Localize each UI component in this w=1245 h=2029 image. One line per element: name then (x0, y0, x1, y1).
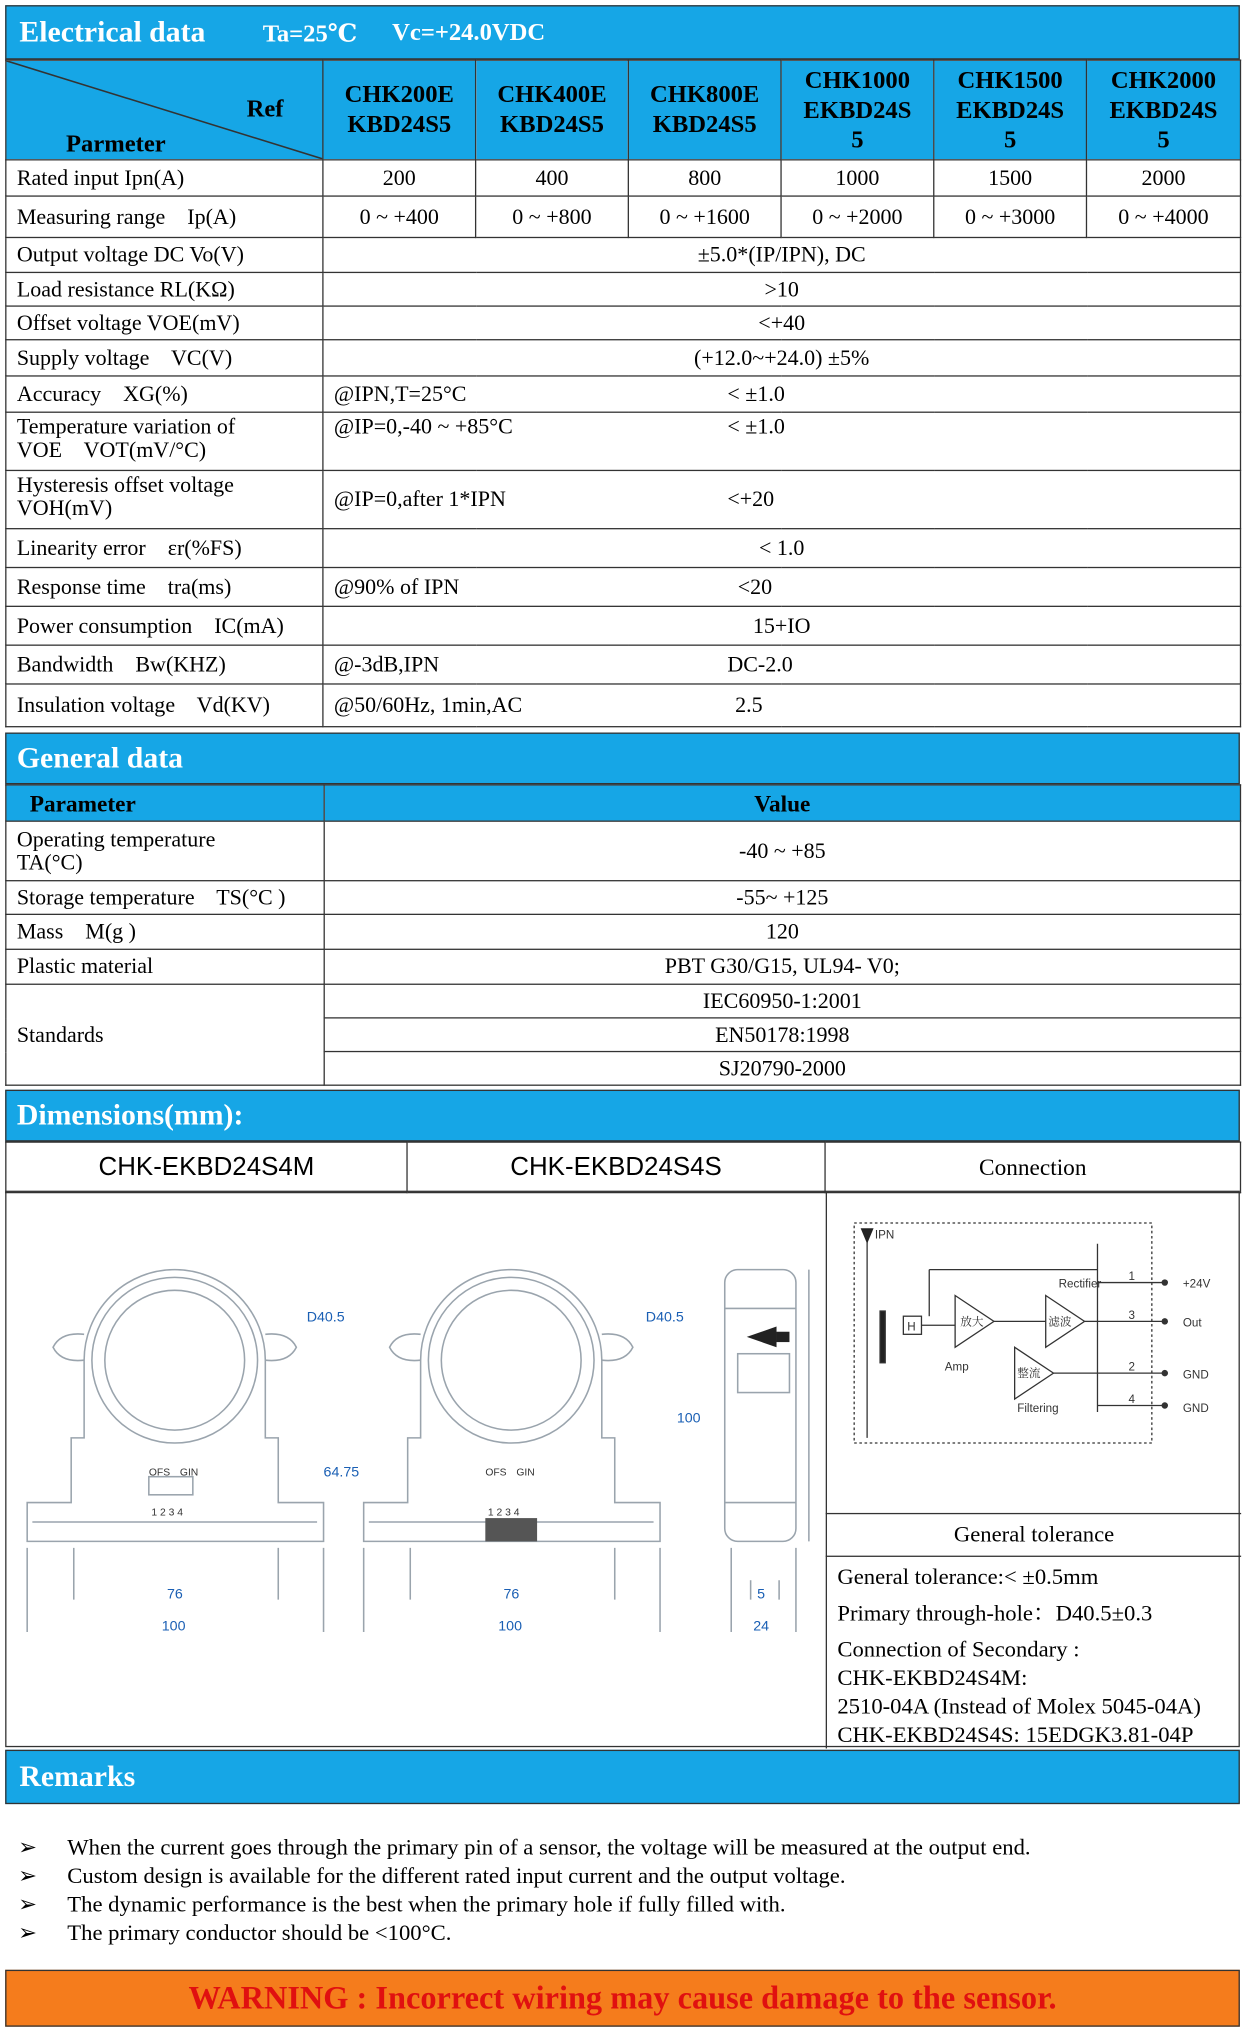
svg-text:3: 3 (1128, 1308, 1136, 1322)
ambient-temp: Ta=25℃ (262, 20, 358, 48)
diameter-label-1: D40.5 (306, 1309, 345, 1326)
general-title: General data (16, 741, 184, 774)
dimensions-panel (5, 1191, 1240, 1748)
width-100-label-1: 100 (161, 1618, 186, 1635)
connection-header: Connection (825, 1142, 1240, 1192)
mechanical-drawing (6, 1192, 825, 1749)
general-header-row: Parameter Value (6, 785, 1241, 821)
model-col-6: CHK2000 EKBD24S 5 (1086, 60, 1240, 160)
svg-text:Out: Out (1182, 1316, 1202, 1330)
warning-banner: WARNING : Incorrect wiring may cause damage to the sensor. (5, 1970, 1240, 2027)
dimensions-header (5, 1090, 1240, 1142)
standards-row: SJ20790-2000 (6, 1052, 1241, 1086)
general-row: Plastic material PBT G30/G15, UL94- V0; (6, 949, 1241, 984)
svg-text:1 2 3 4: 1 2 3 4 (151, 1507, 184, 1519)
ref-label: Ref (246, 95, 284, 123)
svg-text:GIN: GIN (516, 1467, 535, 1479)
model-col-2: CHK400E KBD24S5 (476, 60, 629, 160)
svg-text:IPN: IPN (874, 1228, 895, 1242)
model-col-3: CHK800E KBD24S5 (628, 60, 781, 160)
spec-row: Response time tra(ms) @90% of IPN <20 (6, 568, 1241, 607)
model-header-row (6, 60, 1241, 160)
width-24-label: 24 (753, 1618, 770, 1635)
temp-variation-row: Temperature variation of VOE VOT(mV/°C) @IP=0,-40 ~ +85°C < ±1.0 (6, 412, 1241, 470)
svg-text:OFS: OFS (485, 1467, 507, 1479)
svg-text:放大: 放大 (960, 1315, 984, 1329)
svg-text:H: H (907, 1320, 916, 1334)
ref-param-cell (6, 60, 323, 160)
width-5-label: 5 (757, 1586, 766, 1603)
list-item: ➢ Custom design is available for the different rated input current and the output voltage. (18, 1862, 846, 1889)
row-label: Measuring range Ip(A) (6, 196, 323, 237)
model-col-1: CHK200E KBD24S5 (323, 60, 476, 160)
list-item: ➢ When the current goes through the primary pin of a sensor, the voltage will be measured at the output end. (18, 1833, 1031, 1860)
svg-text:2: 2 (1128, 1360, 1136, 1374)
list-item: ➢ The dynamic performance is the best when the primary hole if fully filled with. (18, 1890, 786, 1917)
svg-text:滤波: 滤波 (1048, 1315, 1072, 1329)
electrical-table (5, 60, 1241, 728)
param-label: Parmeter (66, 130, 166, 158)
model-4s-header: CHK-EKBD24S4S (407, 1142, 825, 1192)
operating-temp-row: Operating temperature TA(°C) -40 ~ +85 (6, 821, 1241, 881)
spec-row: Accuracy XG(%) @IPN,T=25°C < ±1.0 (6, 376, 1241, 412)
svg-text:GND: GND (1182, 1368, 1209, 1382)
width-100-label-2: 100 (498, 1618, 523, 1635)
list-item: ➢ The primary conductor should be <100°C. (18, 1919, 452, 1946)
height-label: 64.75 (323, 1464, 360, 1481)
row-label: Rated input Ipn(A) (6, 160, 323, 196)
svg-text:Rectifier: Rectifier (1058, 1277, 1102, 1291)
dimensions-column-headers (5, 1141, 1241, 1193)
electrical-header (5, 5, 1240, 59)
supply-voltage-note: Vc=+24.0VDC (392, 19, 546, 47)
side-height-label: 100 (676, 1410, 701, 1427)
tolerance-notes: General tolerance:< ±0.5mm Primary through-hole：D40.5±0.3 Connection of Secondary : CHK-EKBD24S4M: 2510-04A (Instead of Molex 5045-04A) CHK-EKBD24S4S: 15EDGK3.81-04P (837, 1563, 1201, 1748)
svg-text:4: 4 (1128, 1392, 1136, 1406)
general-row: Storage temperature TS(°C ) -55~ +125 (6, 881, 1241, 915)
svg-text:整流: 整流 (1017, 1367, 1041, 1381)
svg-text:GIN: GIN (179, 1467, 199, 1479)
remarks-header (5, 1750, 1240, 1804)
standards-row: EN50178:1998 (6, 1018, 1241, 1052)
general-header (5, 733, 1240, 785)
tolerance-title: General tolerance (953, 1520, 1115, 1547)
svg-text:1: 1 (1128, 1269, 1136, 1283)
diameter-label-2: D40.5 (645, 1309, 684, 1326)
measuring-range-row: Measuring range Ip(A) 0 ~ +400 0 ~ +800 0 ~ +1600 0 ~ +2000 0 ~ +3000 0 ~ +4000 (6, 196, 1241, 237)
spec-row: Linearity error εr(%FS) < 1.0 (6, 529, 1241, 568)
svg-text:OFS: OFS (148, 1467, 171, 1479)
general-row: Mass M(g ) 120 (6, 914, 1241, 949)
svg-text:Amp: Amp (944, 1360, 969, 1374)
electrical-title: Electrical data (19, 15, 206, 48)
hysteresis-row: Hysteresis offset voltage VOH(mV) @IP=0,after 1*IPN <+20 (6, 470, 1241, 528)
remarks-title: Remarks (19, 1760, 136, 1793)
model-col-5: CHK1500 EKBD24S 5 (934, 60, 1087, 160)
standards-row: Standards IEC60950-1:2001 (6, 984, 1241, 1018)
model-col-4: CHK1000 EKBD24S 5 (781, 60, 934, 160)
spec-row: Insulation voltage Vd(KV) @50/60Hz, 1min,AC 2.5 (6, 684, 1241, 727)
general-table (5, 784, 1241, 1086)
svg-text:GND: GND (1182, 1401, 1209, 1415)
dimensions-title: Dimensions(mm): (16, 1098, 244, 1132)
spec-row: Output voltage DC Vo(V) ±5.0*(IP/IPN), DC (6, 237, 1241, 272)
spec-row: Supply voltage VC(V) (+12.0~+24.0) ±5% (6, 340, 1241, 376)
spec-row: Bandwidth Bw(KHZ) @-3dB,IPN DC-2.0 (6, 645, 1241, 684)
model-4m-header: CHK-EKBD24S4M (6, 1142, 407, 1192)
spec-row: Power consumption IC(mA) 15+IO (6, 606, 1241, 645)
spec-row: Offset voltage VOE(mV) <+40 (6, 306, 1241, 340)
width-76-label-1: 76 (166, 1586, 183, 1603)
svg-text:+24V: +24V (1182, 1277, 1211, 1291)
rated-input-row: Rated input Ipn(A) 200 400 800 1000 1500 2000 (6, 160, 1241, 196)
svg-text:Filtering: Filtering (1017, 1401, 1059, 1415)
connection-circuit (826, 1192, 1241, 1513)
spec-row: Load resistance RL(KΩ) >10 (6, 272, 1241, 306)
remarks-list (18, 1833, 1030, 1947)
svg-text:1 2 3 4: 1 2 3 4 (487, 1507, 520, 1519)
width-76-label-2: 76 (503, 1586, 520, 1603)
